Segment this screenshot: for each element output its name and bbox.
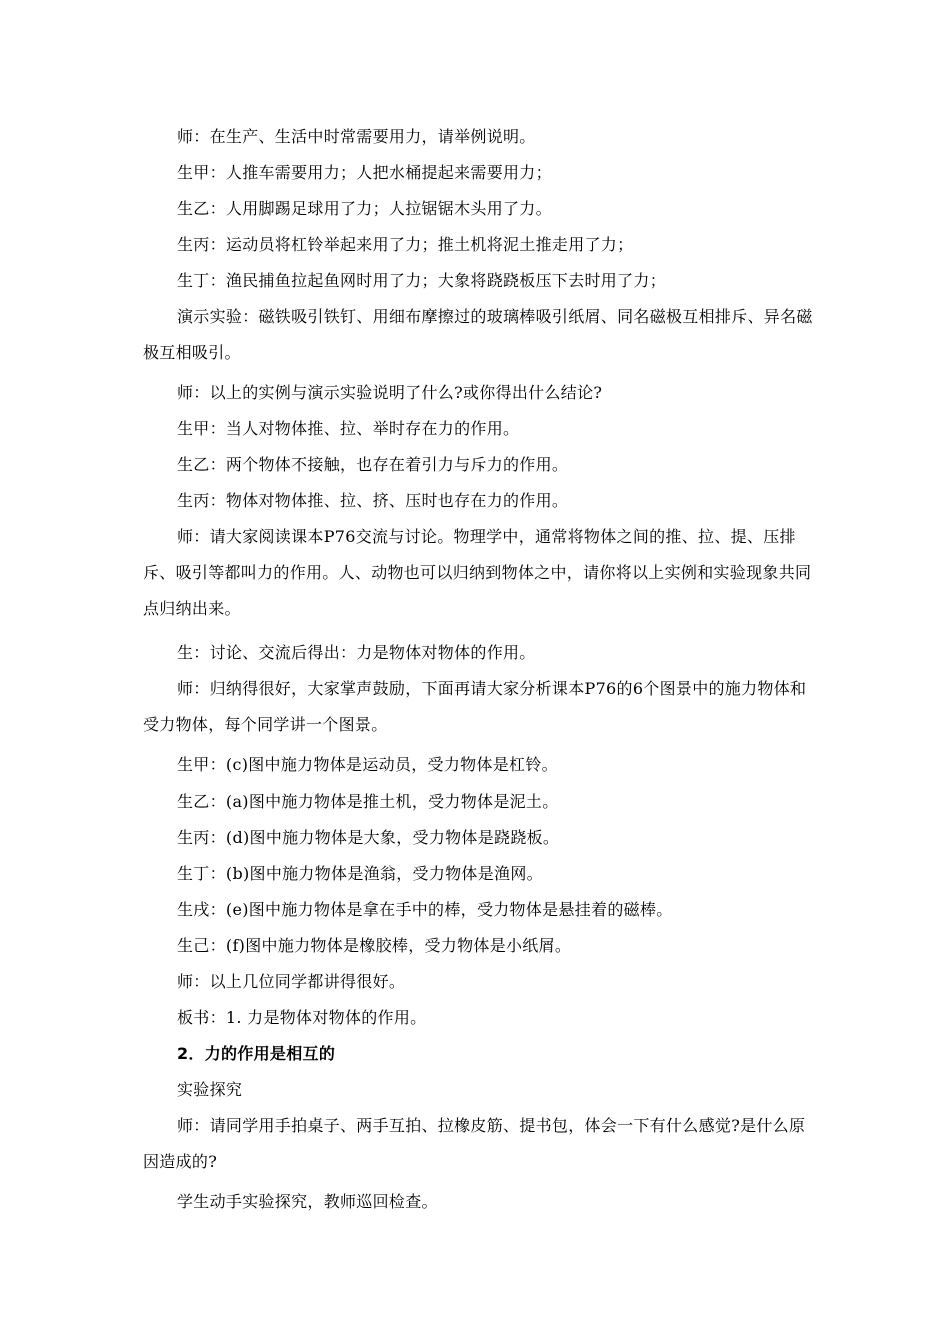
paragraph: 学生动手实验探究，教师巡回检查。: [177, 1192, 438, 1211]
paragraph: 生丙：(d)图中施力物体是大象，受力物体是跷跷板。: [177, 828, 560, 847]
paragraph: 师：请大家阅读课本P76交流与讨论。物理学中，通常将物体之间的推、拉、提、压排斥、吸引等都叫力的作用。人、动物也可以归纳到物体之中，请你将以上实例和实验现象共同点归纳出来。: [143, 527, 812, 618]
paragraph: 师：请同学用手拍桌子、两手互拍、拉橡皮筋、提书包，体会一下有什么感觉?是什么原因造成的?: [143, 1116, 806, 1171]
paragraph: 师：归纳得很好，大家掌声鼓励，下面再请大家分析课本P76的6个图景中的施力物体和受力物体，每个同学讲一个图景。: [143, 679, 807, 734]
paragraph: 板书：1. 力是物体对物体的作用。: [177, 1008, 427, 1027]
paragraph: 生丁：(b)图中施力物体是渔翁，受力物体是渔网。: [177, 864, 543, 883]
section-heading: 2．力的作用是相互的: [177, 1044, 336, 1063]
paragraph: 生乙：两个物体不接触，也存在着引力与斥力的作用。: [177, 455, 569, 474]
paragraph: 师：以上几位同学都讲得很好。: [177, 972, 406, 991]
paragraph: 生戌：(e)图中施力物体是拿在手中的棒，受力物体是悬挂着的磁棒。: [177, 900, 673, 919]
paragraph: 实验探究: [177, 1080, 243, 1099]
paragraph: 生甲：人推车需要用力；人把水桶提起来需要用力；: [177, 163, 552, 182]
paragraph: 师：以上的实例与演示实验说明了什么?或你得出什么结论?: [177, 383, 603, 402]
paragraph: 演示实验：磁铁吸引铁钉、用细布摩擦过的玻璃棒吸引纸屑、同名磁极互相排斥、异名磁极互相吸引。: [143, 307, 813, 362]
paragraph: 生乙：(a)图中施力物体是推土机，受力物体是泥土。: [177, 792, 559, 811]
paragraph: 生：讨论、交流后得出：力是物体对物体的作用。: [177, 643, 536, 662]
paragraph: 师：在生产、生活中时常需要用力，请举例说明。: [177, 127, 536, 146]
paragraph: 生甲：(c)图中施力物体是运动员，受力物体是杠铃。: [177, 755, 558, 774]
paragraph: 生甲：当人对物体推、拉、举时存在力的作用。: [177, 419, 520, 438]
paragraph: 生丁：渔民捕鱼拉起鱼网时用了力；大象将跷跷板压下去时用了力；: [177, 271, 667, 290]
paragraph: 生丙：运动员将杠铃举起来用了力；推土机将泥土推走用了力；: [177, 235, 634, 254]
paragraph: 生乙：人用脚踢足球用了力；人拉锯锯木头用了力。: [177, 199, 552, 218]
paragraph: 生丙：物体对物体推、拉、挤、压时也存在力的作用。: [177, 491, 569, 510]
paragraph: 生己：(f)图中施力物体是橡胶棒，受力物体是小纸屑。: [177, 936, 572, 955]
